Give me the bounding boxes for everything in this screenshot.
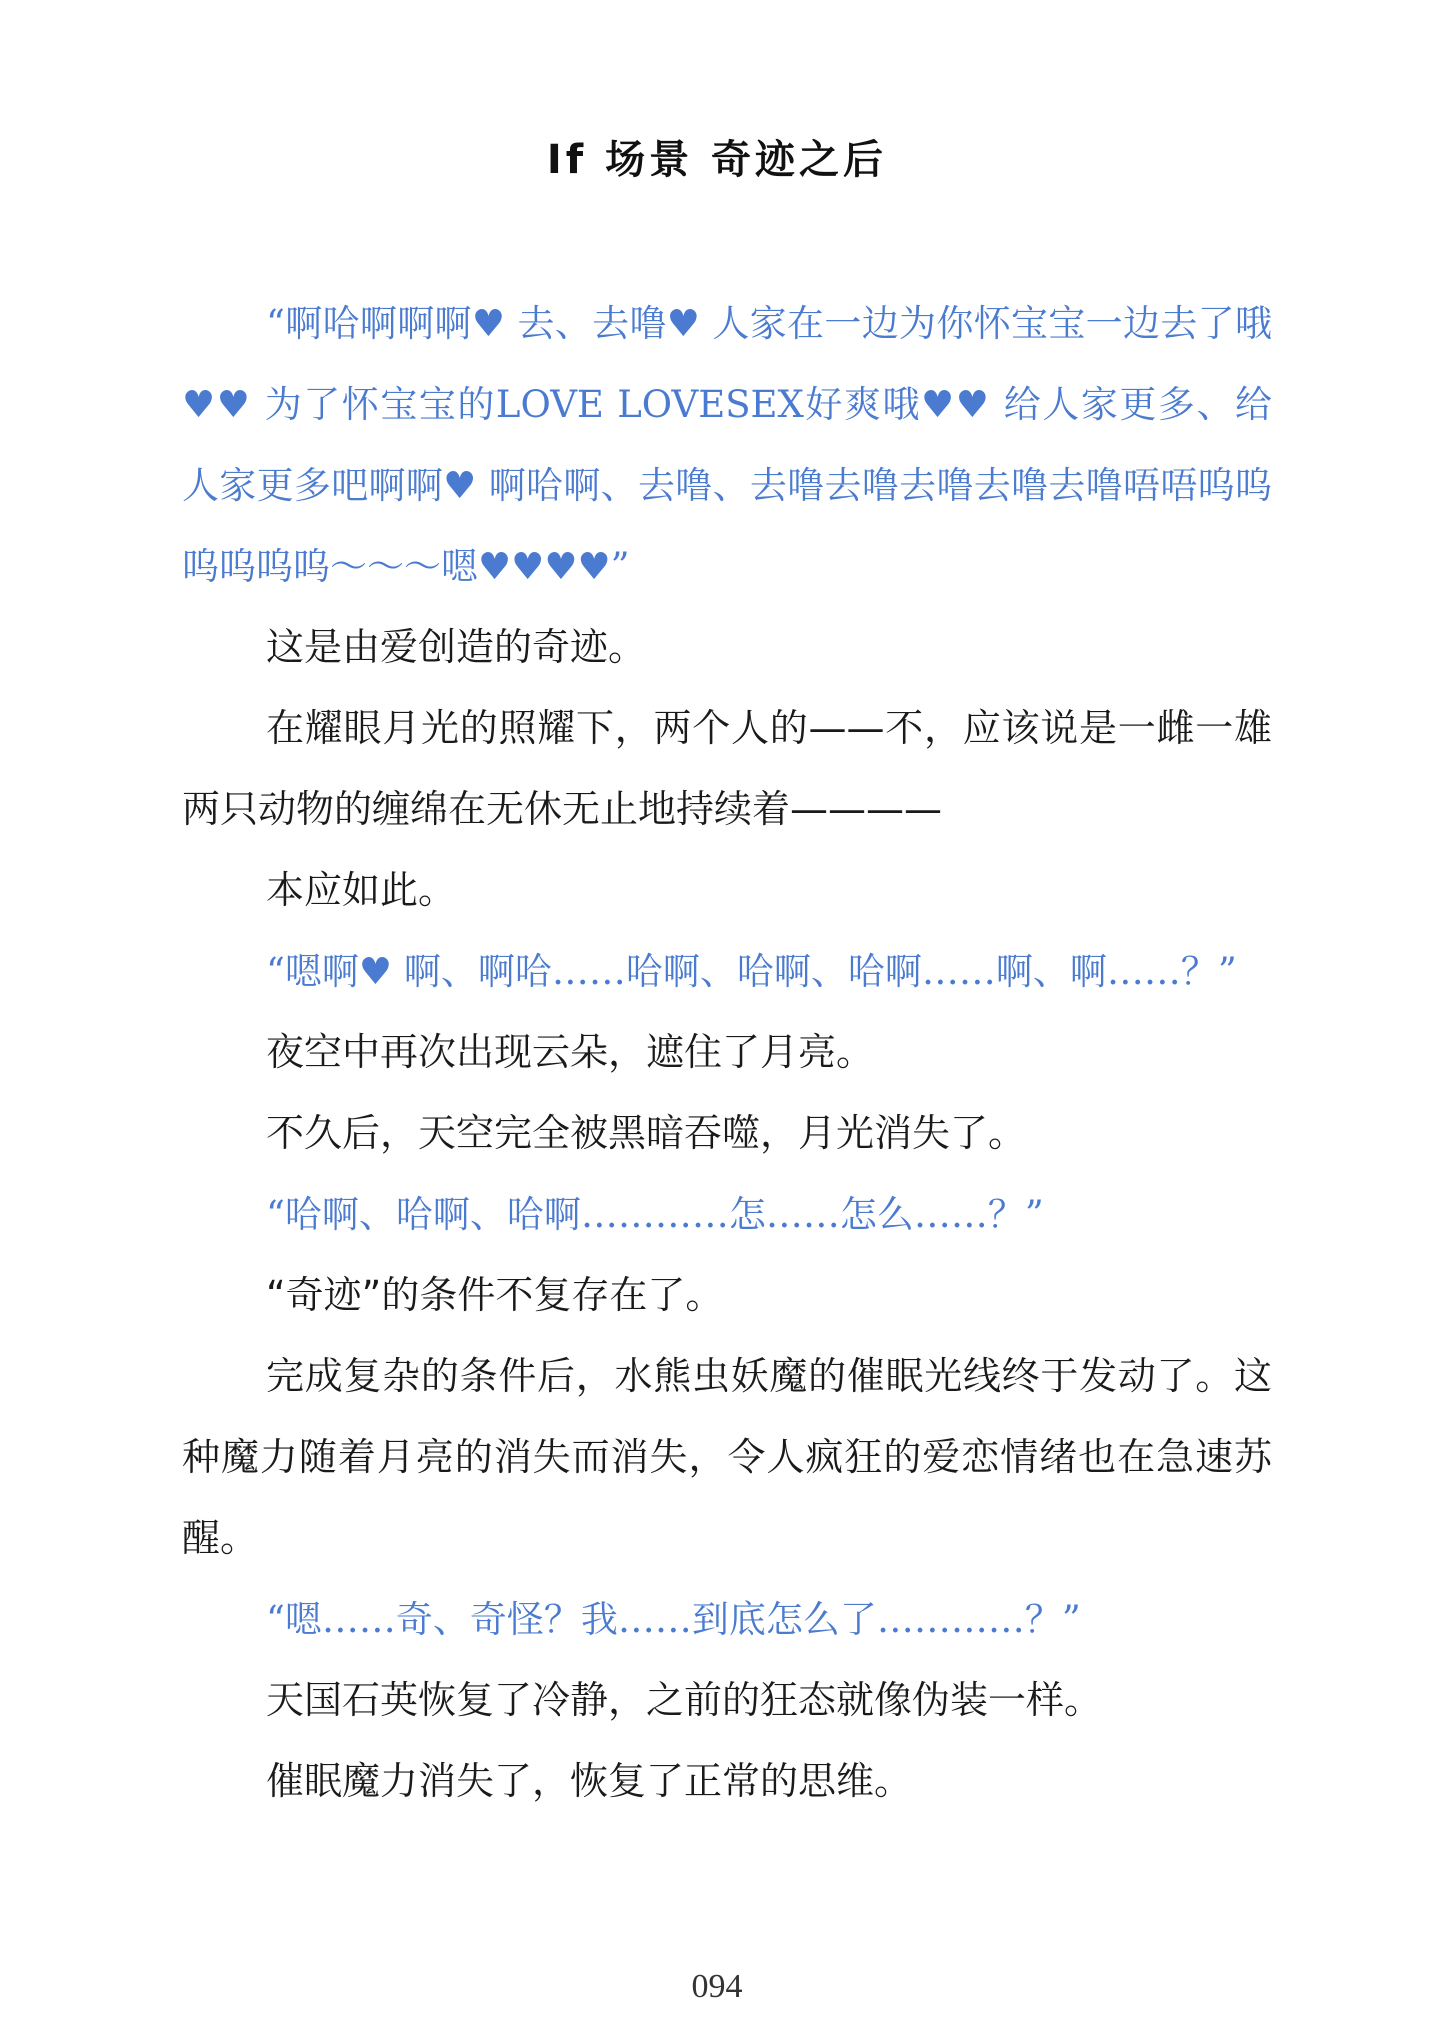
- narration-paragraph: 不久后，天空完全被黑暗吞噬，月光消失了。: [266, 1111, 1027, 1155]
- chapter-title: If 场景 奇迹之后: [546, 137, 888, 183]
- narration-paragraph: 催眠魔力消失了，恢复了正常的思维。: [266, 1759, 913, 1803]
- page-number: 094: [691, 1968, 743, 2005]
- dialogue-paragraph: “嗯……奇、奇怪？我……到底怎么了…………？”: [266, 1598, 1081, 1641]
- narration-paragraph: 夜空中再次出现云朵，遮住了月亮。: [266, 1030, 875, 1074]
- dialogue-paragraph: “啊哈啊啊啊♥ 去、去噜♥ 人家在一边为你怀宝宝一边去了哦♥♥ 为了怀宝宝的LOVE LOVESEX好爽哦♥♥ 给人家更多、给人家更多吧啊啊♥ 啊哈啊、去噜、去噜去噜去噜去噜去噜唔唔呜呜呜呜呜呜～～～嗯♥♥♥♥”: [182, 302, 1272, 588]
- narration-paragraph: 完成复杂的条件后，水熊虫妖魔的催眠光线终于发动了。这种魔力随着月亮的消失而消失，令人疯狂的爱恋情绪也在急速苏醒。: [182, 1354, 1272, 1560]
- dialogue-paragraph: “嗯啊♥ 啊、啊哈……哈啊、哈啊、哈啊……啊、啊……？”: [266, 950, 1237, 993]
- dialogue-paragraph: “哈啊、哈啊、哈啊…………怎……怎么……？”: [266, 1193, 1044, 1236]
- narration-paragraph: 本应如此。: [266, 868, 457, 912]
- body-text: [182, 283, 1272, 1822]
- narration-paragraph: “奇迹”的条件不复存在了。: [266, 1273, 724, 1317]
- narration-paragraph: 这是由爱创造的奇迹。: [266, 625, 647, 669]
- narration-paragraph: 在耀眼月光的照耀下，两个人的——不，应该说是一雌一雄两只动物的缠绵在无休无止地持续着————: [182, 706, 1272, 831]
- narration-paragraph: 天国石英恢复了冷静，之前的狂态就像伪装一样。: [266, 1678, 1103, 1722]
